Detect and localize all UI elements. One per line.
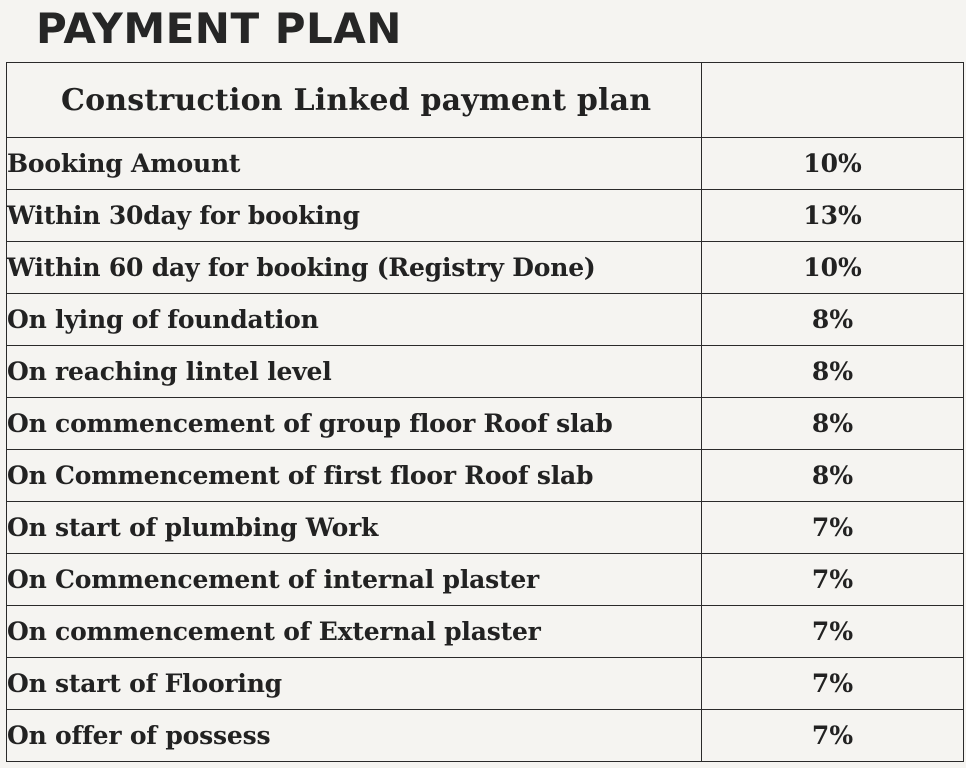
row-label: Within 60 day for booking (Registry Done)	[7, 242, 702, 294]
row-label: Within 30day for booking	[7, 190, 702, 242]
table-row	[7, 294, 964, 346]
row-percentage: 7%	[702, 658, 964, 710]
row-percentage: 10%	[702, 242, 964, 294]
row-percentage: 8%	[702, 450, 964, 502]
row-percentage: 8%	[702, 346, 964, 398]
row-label: On Commencement of first floor Roof slab	[7, 450, 702, 502]
row-label: On start of plumbing Work	[7, 502, 702, 554]
row-percentage: 7%	[702, 554, 964, 606]
table-row	[7, 190, 964, 242]
row-percentage: 7%	[702, 502, 964, 554]
row-label: On offer of possess	[7, 710, 702, 762]
row-percentage: 10%	[702, 138, 964, 190]
row-label: On commencement of group floor Roof slab	[7, 398, 702, 450]
table-row	[7, 606, 964, 658]
table-row	[7, 242, 964, 294]
table-row	[7, 398, 964, 450]
payment-plan-table	[6, 62, 964, 762]
table-row	[7, 658, 964, 710]
row-label: On lying of foundation	[7, 294, 702, 346]
row-percentage: 8%	[702, 294, 964, 346]
table-header-row	[7, 63, 964, 138]
table-row	[7, 554, 964, 606]
row-label: Booking Amount	[7, 138, 702, 190]
row-percentage: 7%	[702, 606, 964, 658]
table-header-title: Construction Linked payment plan	[7, 63, 702, 138]
row-label: On start of Flooring	[7, 658, 702, 710]
table-row	[7, 346, 964, 398]
table-header-empty-cell	[702, 63, 964, 138]
row-label: On Commencement of internal plaster	[7, 554, 702, 606]
table-row	[7, 450, 964, 502]
row-percentage: 8%	[702, 398, 964, 450]
row-label: On reaching lintel level	[7, 346, 702, 398]
table-row	[7, 710, 964, 762]
table-row	[7, 502, 964, 554]
table-row	[7, 138, 964, 190]
row-label: On commencement of External plaster	[7, 606, 702, 658]
page-title: PAYMENT PLAN	[36, 4, 402, 53]
row-percentage: 7%	[702, 710, 964, 762]
row-percentage: 13%	[702, 190, 964, 242]
